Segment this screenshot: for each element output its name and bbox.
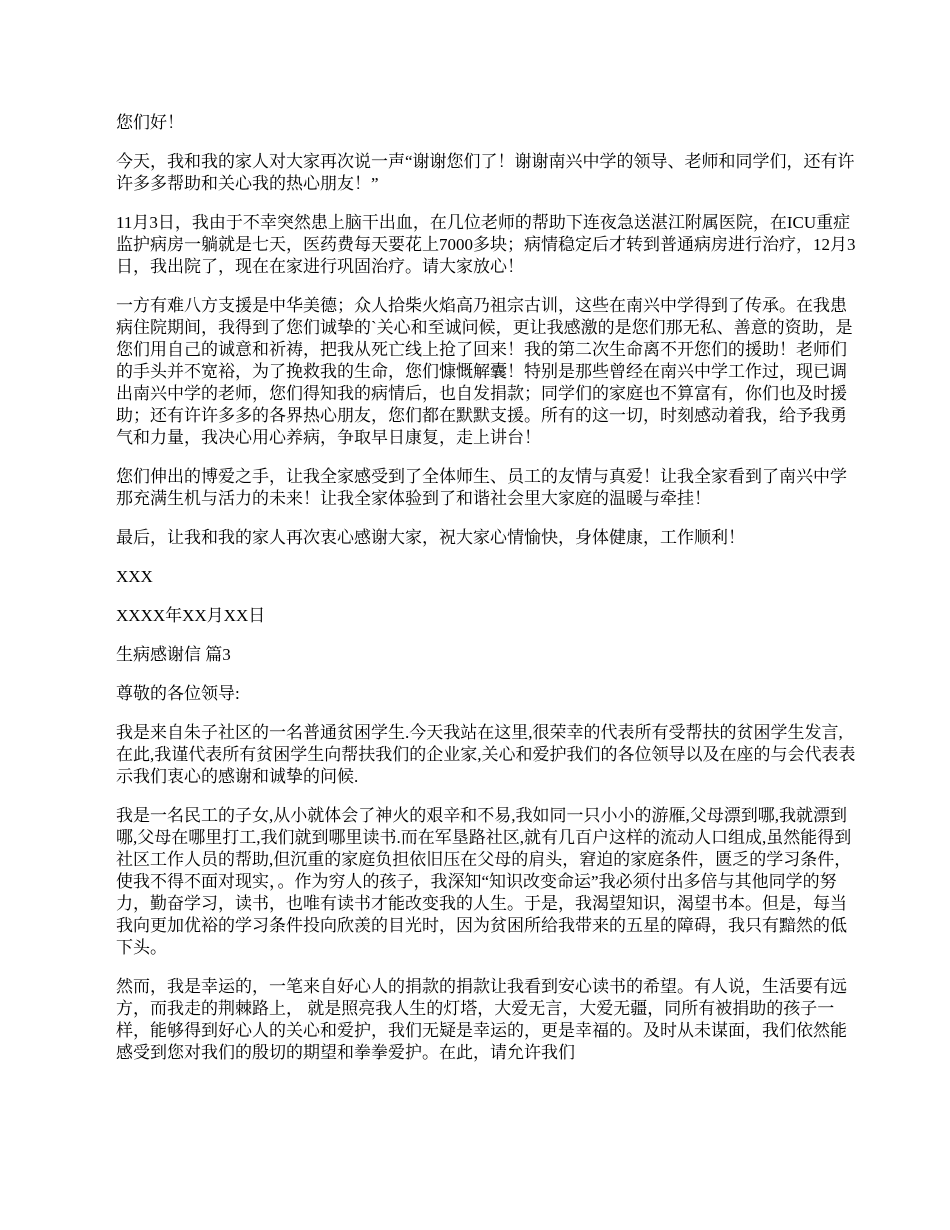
- signature: XXX: [116, 567, 153, 586]
- salutation: 尊敬的各位领导:: [116, 684, 240, 703]
- date-line: XXXX年XX月XX日: [116, 606, 266, 625]
- paragraph-closing: 最后，让我和我的家人再次衷心感谢大家，祝大家心情愉快，身体健康，工作顺利！: [116, 528, 745, 547]
- paragraph-background: 我是一名民工的子女,从小就体会了神火的艰辛和不易,我如同一只小小的游雁,父母漂到哪,我就漂到哪,父母在哪里打工,我们就到哪里读书.而在军垦路社区,就有几百户这样的流动人口组成,虽然能得到社区工作人员的帮助,但沉重的家庭负担依旧压在父母的肩头，窘迫的家庭条件，匮乏的学习条件，使我不得不面对现实，。作为穷人的孩子，我深知“知识改变命运”我必须付出多倍与其他同学的努力，勤奋学习，读书，也唯有读书才能改变我的人生。于是，我渴望知识，渴望书本。但是，每当我向更加优裕的学习条件投向欣羡的目光时，因为贫困所给我带来的五星的障碍，我只有黯然的低下头。: [116, 806, 852, 957]
- paragraph-fortune: 然而，我是幸运的，一笔来自好心人的捐款的捐款让我看到安心读书的希望。有人说，生活要有远方，而我走的荆棘路上， 就是照亮我人生的灯塔，大爱无言，大爱无疆，同所有被捐助的孩子一样，能够得到好心人的关心和爱护，我们无疑是幸运的，更是幸福的。及时从未谋面，我们依然能感受到您对我们的殷切的期望和拳拳爱护。在此，请允许我们: [116, 977, 847, 1062]
- paragraph-illness: 11月3日，我由于不幸突然患上脑干出血，在几位老师的帮助下连夜急送湛江附属医院，在ICU重症监护病房一躺就是七天，医药费每天要花上7000多块；病情稳定后才转到普通病房进行治疗，12月3日，我出院了，现在在家进行巩固治疗。请大家放心！: [116, 213, 856, 276]
- paragraph-gratitude: 您们伸出的博爱之手，让我全家感受到了全体师生、员工的友情与真爱！让我全家看到了南兴中学那充满生机与活力的未来！让我全家体验到了和谐社会里大家庭的温暖与牵挂！: [116, 467, 847, 508]
- paragraph-support: 一方有难八方支援是中华美德；众人拾柴火焰高乃祖宗古训，这些在南兴中学得到了传承。在我患病住院期间，我得到了您们诚挚的`关心和至诚问候，更让我感激的是您们那无私、善意的资助，是您们用自己的诚意和祈祷，把我从死亡线上抢了回来！我的第二次生命离不开您们的援助！老师们的手头并不宽裕，为了挽救我的生命，您们慷慨解囊！特别是那些曾经在南兴中学工作过，现已调出南兴中学的老师，您们得知我的病情后，也自发捐款；同学们的家庭也不算富有，你们也及时援助；还有许许多多的各界热心朋友，您们都在默默支援。所有的这一切，时刻感动着我，给予我勇气和力量，我决心用心养病，争取早日康复，走上讲台！: [116, 296, 853, 447]
- paragraph-intro: 我是来自朱子社区的一名普通贫困学生.今天我站在这里,很荣幸的代表所有受帮扶的贫困学生发言,在此,我谨代表所有贫困学生向帮扶我们的企业家,关心和爱护我们的各位领导以及在座的与会代表表示我们衷心的感谢和诚挚的问候.: [116, 723, 856, 786]
- section-title: 生病感谢信 篇3: [116, 645, 231, 664]
- letter-document: [116, 112, 856, 1081]
- greeting: 您们好！: [116, 113, 184, 132]
- paragraph-thanks: 今天，我和我的家人对大家再次说一声“谢谢您们了！谢谢南兴中学的领导、老师和同学们，还有许许多多帮助和关心我的热心朋友！”: [116, 152, 855, 193]
